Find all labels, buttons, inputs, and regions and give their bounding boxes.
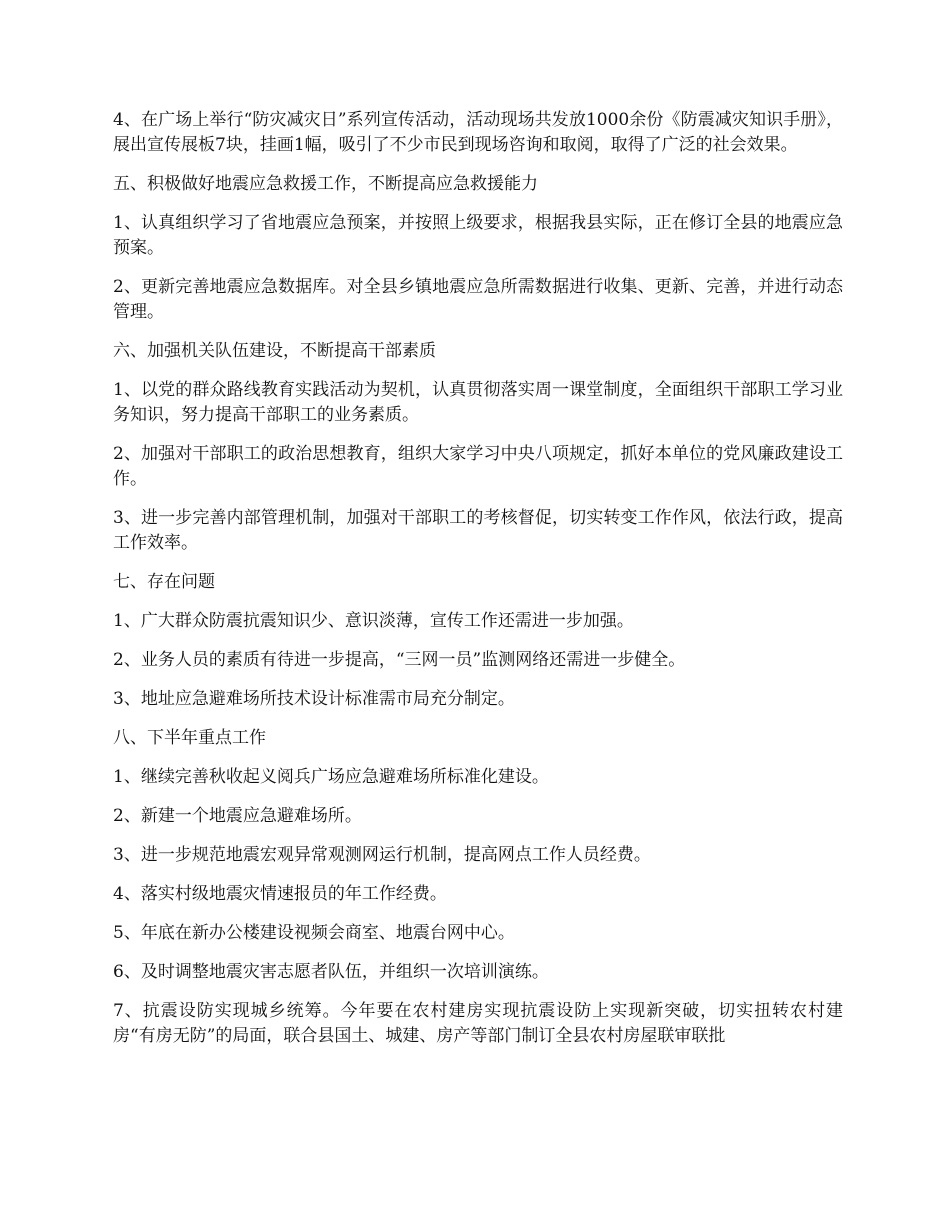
paragraph-8-4: 4、落实村级地震灾情速报员的年工作经费。 <box>113 884 447 904</box>
paragraph-6-3: 3、进一步完善内部管理机制，加强对干部职工的考核督促，切实转变工作作风，依法行政，提高工作效率。 <box>113 508 843 553</box>
paragraph-8-2: 2、新建一个地震应急避难场所。 <box>113 806 362 826</box>
section-heading-5: 五、积极做好地震应急救援工作，不断提高应急救援能力 <box>113 174 538 194</box>
paragraph-6-2: 2、加强对干部职工的政治思想教育，组织大家学习中央八项规定，抓好本单位的党风廉政建设工作。 <box>113 444 843 489</box>
paragraph-7-2: 2、业务人员的素质有待进一步提高，“三网一员”监测网络还需进一步健全。 <box>113 650 686 670</box>
paragraph-8-6: 6、及时调整地震灾害志愿者队伍，并组织一次培训演练。 <box>113 962 549 982</box>
section-heading-6: 六、加强机关队伍建设，不断提高干部素质 <box>113 341 436 361</box>
paragraph-8-1: 1、继续完善秋收起义阅兵广场应急避难场所标准化建设。 <box>113 767 549 787</box>
paragraph-5-2: 2、更新完善地震应急数据库。对全县乡镇地震应急所需数据进行收集、更新、完善，并进行动态管理。 <box>113 277 843 322</box>
paragraph-8-5: 5、年底在新办公楼建设视频会商室、地震台网中心。 <box>113 923 515 943</box>
paragraph-7-1: 1、广大群众防震抗震知识少、意识淡薄，宣传工作还需进一步加强。 <box>113 611 634 631</box>
section-heading-8: 八、下半年重点工作 <box>113 728 266 748</box>
paragraph-5-1: 1、认真组织学习了省地震应急预案，并按照上级要求，根据我县实际，正在修订全县的地震应急预案。 <box>113 213 843 258</box>
paragraph-7-3: 3、地址应急避难场所技术设计标准需市局充分制定。 <box>113 689 515 709</box>
paragraph-6-1: 1、以党的群众路线教育实践活动为契机，认真贯彻落实周一课堂制度，全面组织干部职工学习业务知识，努力提高干部职工的业务素质。 <box>113 380 843 425</box>
paragraph-8-3: 3、进一步规范地震宏观异常观测网运行机制，提高网点工作人员经费。 <box>113 845 651 865</box>
section-heading-7: 七、存在问题 <box>113 572 215 592</box>
paragraph-8-7: 7、抗震设防实现城乡统筹。今年要在农村建房实现抗震设防上实现新突破，切实扭转农村建房“有房无防”的局面，联合县国土、城建、房产等部门制订全县农村房屋联审联批 <box>113 1001 843 1046</box>
document-body <box>113 108 843 1063</box>
paragraph-item-4-publicity: 4、在广场上举行“防灾减灾日”系列宣传活动，活动现场共发放1000余份《防震减灾知识手册》，展出宣传展板7块，挂画1幅，吸引了不少市民到现场咨询和取阅，取得了广泛的社会效果。 <box>113 110 843 155</box>
